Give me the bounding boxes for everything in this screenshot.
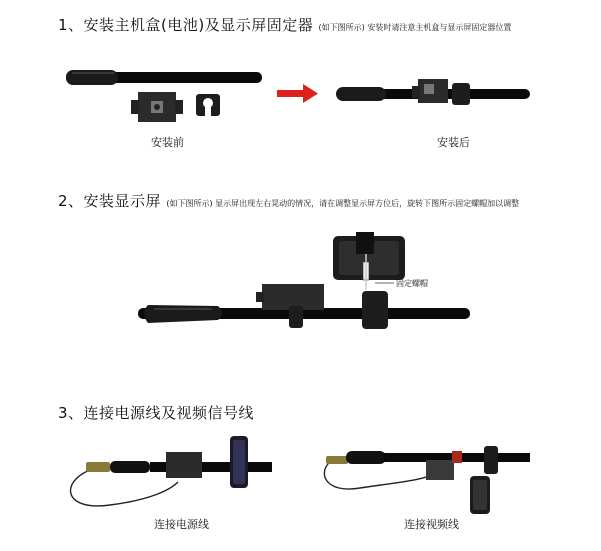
step1-note: (如下图所示) 安装时请注意主机盒与显示屏固定器位置 [318,23,512,32]
power-figure [71,436,272,506]
nut-label: 固定螺帽 [396,279,428,288]
power-caption: 连接电源线 [154,518,209,531]
video-caption: 连接视频线 [404,518,459,531]
before-caption: 安装前 [151,136,184,149]
step3-title: 3、连接电源线及视频信号线 [58,404,255,422]
step2-note: (如下图所示) 显示屏出现左右晃动的情况，请在调整显示屏方位后，旋转下图所示固定螺帽加以调整 [166,199,520,208]
step2-title: 2、安装显示屏 [58,192,162,210]
video-figure [324,446,530,514]
after-caption: 安装后 [437,136,470,149]
step1-title: 1、安装主机盒(电池)及显示屏固定器 [58,16,314,34]
